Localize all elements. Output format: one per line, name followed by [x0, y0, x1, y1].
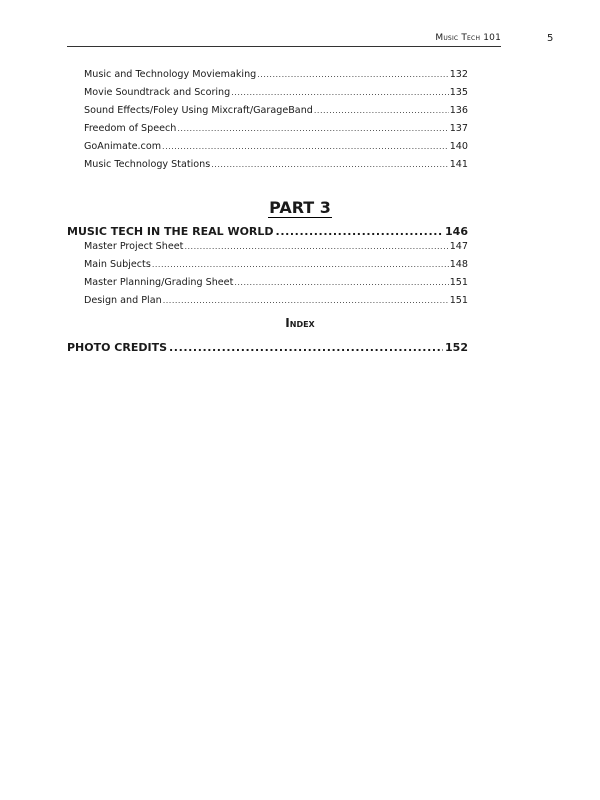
toc-entry-page: 151	[449, 277, 468, 288]
section-entry-real-world[interactable]	[67, 225, 468, 238]
part-heading-label: PART 3	[269, 198, 331, 217]
toc-entry-title: Freedom of Speech	[84, 123, 177, 134]
toc-leader-dots	[177, 124, 448, 133]
toc-entry[interactable]	[84, 259, 468, 277]
toc-entry-title: Design and Plan	[84, 295, 162, 306]
toc-entry-page: 135	[449, 87, 468, 98]
toc-leader-dots	[231, 88, 448, 97]
toc-entry-title: GoAnimate.com	[84, 141, 162, 152]
section-title: PHOTO CREDITS	[67, 341, 168, 354]
header-title-number: 101	[483, 33, 501, 43]
toc-entry-title: Music Technology Stations	[84, 159, 211, 170]
toc-entry-page: 140	[449, 141, 468, 152]
section-leader-dots	[169, 341, 443, 354]
page-number: 5	[547, 33, 554, 44]
toc-entry-title: Music and Technology Moviemaking	[84, 69, 257, 80]
toc-leader-dots	[211, 160, 448, 169]
toc-entry-page: 132	[449, 69, 468, 80]
index-heading[interactable]: Index	[285, 316, 315, 330]
toc-entry[interactable]	[84, 241, 468, 259]
toc-entry-page: 137	[449, 123, 468, 134]
running-header	[67, 33, 501, 47]
toc-leader-dots	[163, 296, 449, 305]
part-heading	[0, 198, 600, 217]
section-title: MUSIC TECH IN THE REAL WORLD	[67, 225, 274, 238]
toc-leader-dots	[257, 70, 448, 79]
toc-entry-page: 141	[449, 159, 468, 170]
toc-entry-title: Master Planning/Grading Sheet	[84, 277, 234, 288]
toc-entry[interactable]	[84, 141, 468, 159]
running-header-title	[435, 33, 501, 43]
toc-list-part3	[84, 241, 468, 313]
section-page: 152	[445, 341, 468, 354]
toc-leader-dots	[234, 278, 448, 287]
toc-entry[interactable]	[84, 295, 468, 313]
toc-entry[interactable]	[84, 277, 468, 295]
section-leader-dots	[276, 225, 443, 238]
toc-leader-dots	[152, 260, 449, 269]
toc-entry[interactable]	[84, 87, 468, 105]
toc-entry-page: 151	[449, 295, 468, 306]
toc-entry[interactable]	[84, 123, 468, 141]
toc-entry-title: Sound Effects/Foley Using Mixcraft/GarageBand	[84, 105, 313, 116]
toc-entry[interactable]	[84, 105, 468, 123]
toc-entry-page: 147	[449, 241, 468, 252]
toc-entry-title: Movie Soundtrack and Scoring	[84, 87, 231, 98]
toc-list-top	[84, 69, 468, 177]
toc-entry-title: Master Project Sheet	[84, 241, 184, 252]
toc-entry-page: 148	[449, 259, 468, 270]
header-title-main: Music Tech	[435, 33, 481, 43]
toc-entry[interactable]	[84, 69, 468, 87]
toc-leader-dots	[162, 142, 449, 151]
section-entry-photo-credits[interactable]	[67, 341, 468, 354]
toc-entry-page: 136	[449, 105, 468, 116]
toc-leader-dots	[314, 106, 449, 115]
toc-entry-title: Main Subjects	[84, 259, 151, 270]
section-page: 146	[445, 225, 468, 238]
toc-entry[interactable]	[84, 159, 468, 177]
toc-leader-dots	[184, 242, 448, 251]
